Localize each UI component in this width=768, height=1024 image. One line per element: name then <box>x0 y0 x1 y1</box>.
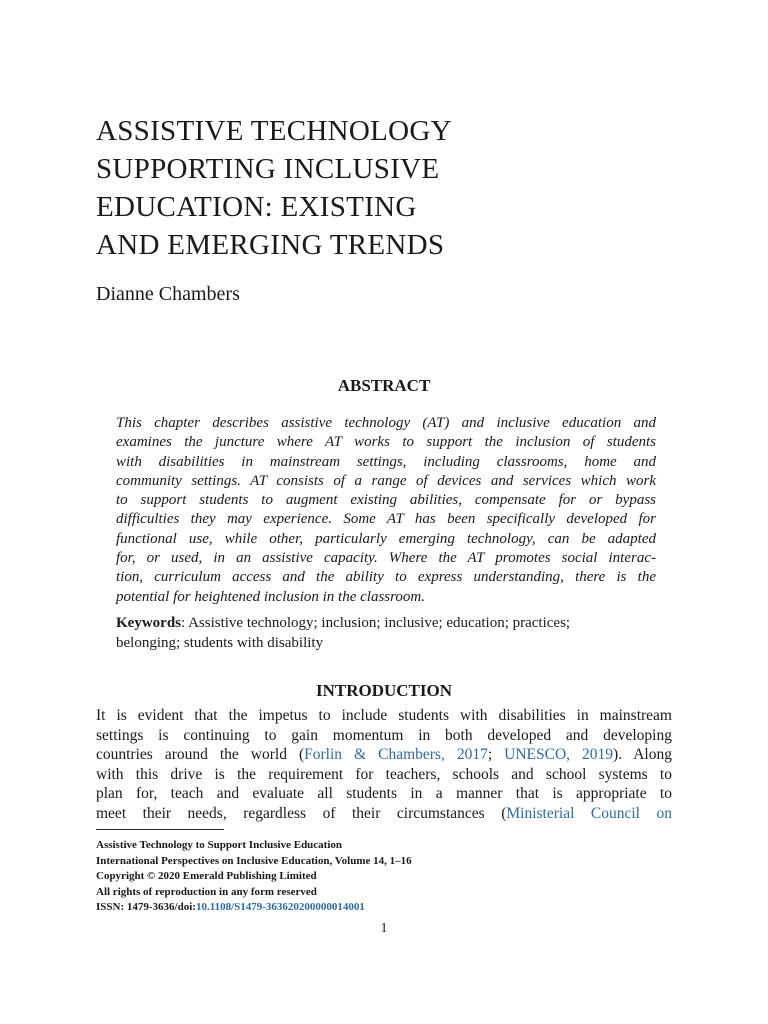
abstract-line: community settings. AT consists of a range of devices and services which work <box>116 472 656 489</box>
abstract-text <box>116 414 656 607</box>
footnote-line <box>96 900 412 916</box>
chapter-title-line: ASSISTIVE TECHNOLOGY <box>96 115 452 147</box>
abstract-line: tion, curriculum access and the ability to express understanding, there is the <box>116 569 656 586</box>
chapter-title-line: AND EMERGING TRENDS <box>96 229 445 261</box>
keywords-line <box>116 614 656 634</box>
introduction-text <box>96 706 672 824</box>
introduction-text-segment: ). Along <box>613 746 672 764</box>
footnote-divider <box>96 829 224 830</box>
chapter-title-line: SUPPORTING INCLUSIVE <box>96 153 440 185</box>
abstract-line: for, or used, in an assistive capacity. Where the AT promotes social interac- <box>116 550 656 567</box>
abstract-line: difficulties they may experience. Some AT has been specifically developed for <box>116 511 656 528</box>
footnote-line: Assistive Technology to Support Inclusive Education <box>96 839 343 851</box>
introduction-text-segment: meet their needs, regardless of their circumstances ( <box>96 804 507 822</box>
chapter-title-line: EDUCATION: EXISTING <box>96 191 417 223</box>
footnote-line: Copyright © 2020 Emerald Publishing Limited <box>96 870 317 883</box>
introduction-line: plan for, teach and evaluate all students in a manner that is appropriate to <box>96 785 672 803</box>
footnote-line: All rights of reproduction in any form reserved <box>96 885 317 898</box>
chapter-title <box>96 112 696 264</box>
abstract-line: functional use, while other, particularly emerging technology, can be adapted <box>116 530 656 547</box>
keywords-label: Keywords <box>116 615 181 631</box>
introduction-line: with this drive is the requirement for teachers, schools and school systems to <box>96 765 672 783</box>
keywords-text: : Assistive technology; inclusion; inclusive; education; practices; <box>181 615 571 631</box>
citation-link[interactable]: Forlin & Chambers, 2017 <box>304 746 488 764</box>
abstract-line: to support students to augment existing abilities, compensate for or bypass <box>116 492 656 509</box>
introduction-heading: INTRODUCTION <box>315 681 453 700</box>
introduction-line: settings is continuing to gain momentum in both developed and developing <box>96 726 672 744</box>
abstract-line: potential for heightened inclusion in the classroom. <box>116 588 425 605</box>
issn-label: ISSN: 1479-3636/doi: <box>96 901 196 914</box>
introduction-line <box>96 745 672 765</box>
introduction-line <box>96 804 672 824</box>
citation-link[interactable]: UNESCO, 2019 <box>504 746 614 764</box>
author-name: Dianne Chambers <box>96 283 240 305</box>
introduction-line: It is evident that the impetus to include students with disabilities in mainstream <box>96 707 672 724</box>
introduction-text-segment: ; <box>487 746 505 764</box>
abstract-line: examines the juncture where AT works to support the inclusion of students <box>116 434 656 451</box>
footnote-line: International Perspectives on Inclusive Education, Volume 14, 1–16 <box>96 854 412 867</box>
publication-footnote <box>96 838 412 916</box>
citation-link[interactable]: Ministerial Council on <box>506 804 672 822</box>
page-number: 1 <box>380 921 388 936</box>
keywords-line: belonging; students with disability <box>116 634 324 651</box>
abstract-heading: ABSTRACT <box>337 376 431 395</box>
keywords-block <box>116 614 656 653</box>
doi-link[interactable]: 10.1108/S1479-363620200000014001 <box>195 901 365 914</box>
abstract-line: This chapter describes assistive technology (AT) and inclusive education and <box>116 415 656 431</box>
abstract-line: with disabilities in mainstream settings, including classrooms, home and <box>116 453 656 470</box>
introduction-text-segment: countries around the world ( <box>96 746 305 764</box>
